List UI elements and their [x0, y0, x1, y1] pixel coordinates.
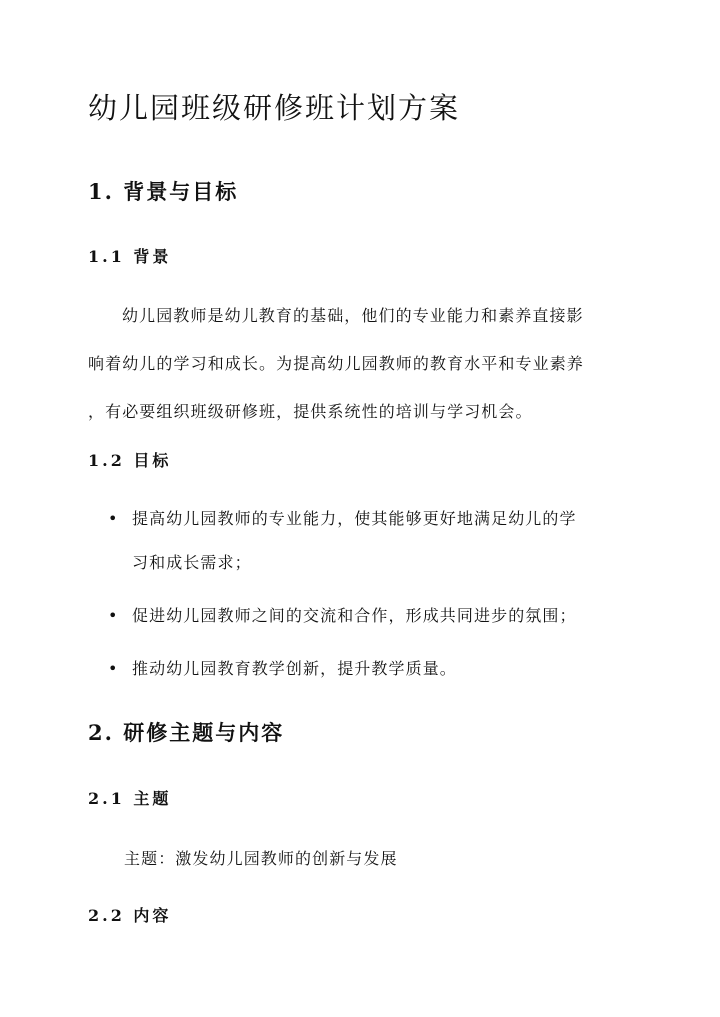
list-item-line: 促进幼儿园教师之间的交流和合作，形成共同进步的氛围；	[132, 606, 577, 625]
goal-list-item	[108, 497, 577, 585]
subsection-heading-goals: 1.2 目标	[88, 451, 172, 470]
paragraph-line: ，有必要组织班级研修班，提供系统性的培训与学习机会。	[88, 402, 533, 421]
subsection-heading-content: 2.2 内容	[88, 906, 172, 925]
bullet-icon: •	[108, 509, 119, 528]
section-heading-topics-content: 2. 研修主题与内容	[88, 720, 285, 745]
section-heading-background-goals: 1. 背景与目标	[88, 179, 239, 204]
bullet-icon: •	[108, 606, 119, 625]
subsection-heading-theme: 2.1 主题	[88, 789, 172, 808]
list-item-line: 提高幼儿园教师的专业能力，使其能够更好地满足幼儿的学	[132, 509, 577, 528]
goal-list-item	[108, 594, 577, 638]
theme-text: 主题：激发幼儿园教师的创新与发展	[124, 849, 398, 868]
document-title: 幼儿园班级研修班计划方案	[88, 91, 461, 125]
paragraph-line: 响着幼儿的学习和成长。为提高幼儿园教师的教育水平和专业素养	[88, 354, 584, 373]
bullet-icon: •	[108, 659, 119, 678]
subsection-heading-background: 1.1 背景	[88, 247, 172, 266]
goal-list-item	[108, 647, 457, 691]
paragraph-line: 幼儿园教师是幼儿教育的基础，他们的专业能力和素养直接影	[122, 306, 584, 325]
background-paragraph	[88, 292, 633, 436]
list-item-line: 推动幼儿园教育教学创新，提升教学质量。	[132, 659, 457, 678]
list-item-line: 习和成长需求；	[132, 553, 252, 572]
